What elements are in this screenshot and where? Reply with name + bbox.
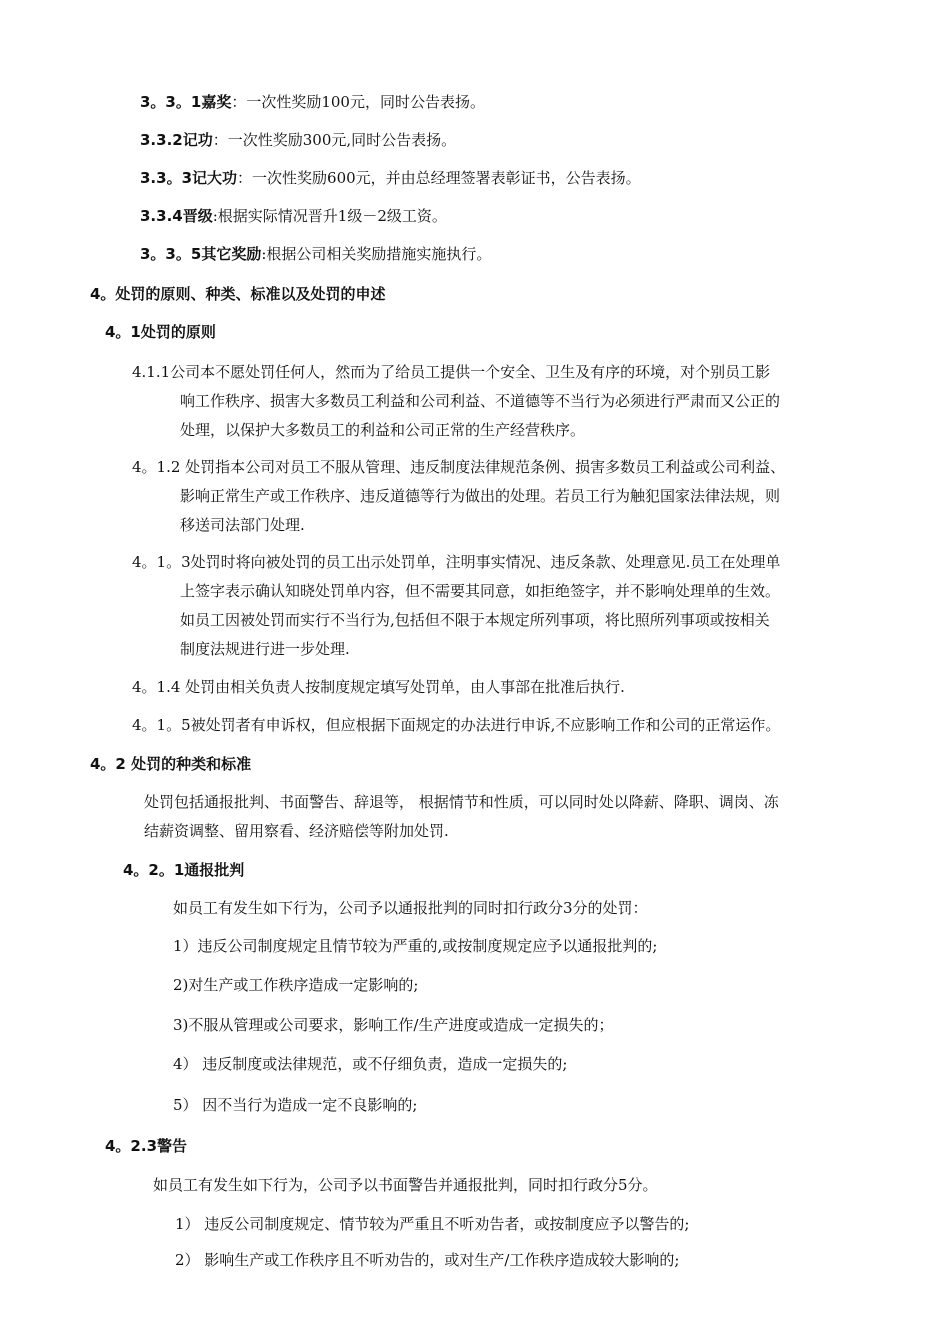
paragraph-4-2-3: 如员工有发生如下行为，公司予以书面警告并通报批判，同时扣行政分5分。 <box>153 1176 658 1194</box>
clause-number: 3.3。3 <box>140 169 193 187</box>
list-item: 1）违反公司制度规定且情节较为严重的,或按制度规定应予以通报批判的; <box>173 937 658 955</box>
paragraph-4-1-1-line: 响工作秩序、损害大多数员工利益和公司利益、不道德等不当行为必须进行严肃而又公正的 <box>180 392 781 410</box>
section-heading-4-2-3: 4。2.3警告 <box>105 1137 188 1155</box>
paragraph-4-1-4: 4。1.4 处罚由相关负责人按制度规定填写处罚单，由人事部在批准后执行. <box>132 678 625 696</box>
section-heading-4-2: 4。2 处罚的种类和标准 <box>90 755 252 773</box>
paragraph-4-1-3-line: 上签字表示确认知晓处罚单内容，但不需要其同意，如拒绝签字，并不影响处理单的生效。 <box>180 582 781 600</box>
clause-text: ：一次性奖励100元，同时公告表扬。 <box>231 93 485 111</box>
section-heading-4: 4。处罚的原则、种类、标准以及处罚的申述 <box>90 285 386 303</box>
clause-number: 3.3.2 <box>140 131 183 149</box>
clause-text: :根据公司相关奖励措施实施执行。 <box>261 245 492 263</box>
paragraph-4-1-1-line: 4.1.1公司本不愿处罚任何人，然而为了给员工提供一个安全、卫生及有序的环境，对个别员工影 <box>132 363 771 381</box>
paragraph-4-1-3-line: 4。1。3处罚时将向被处罚的员工出示处罚单，注明事实情况、违反条款、处理意见.员工在处理单 <box>132 553 781 571</box>
paragraph-4-1-2-line: 影响正常生产或工作秩序、违反道德等行为做出的处理。若员工行为触犯国家法律法规，则 <box>180 487 781 505</box>
clause-text: :根据实际情况晋升1级－2级工资。 <box>212 207 447 225</box>
paragraph-4-2-1: 如员工有发生如下行为，公司予以通报批判的同时扣行政分3分的处罚： <box>173 899 648 917</box>
section-heading-4-1: 4。1处罚的原则 <box>105 323 216 341</box>
paragraph-4-1-5: 4。1。5被处罚者有申诉权，但应根据下面规定的办法进行申诉,不应影响工作和公司的正常运作。 <box>132 716 781 734</box>
clause-text: ：一次性奖励600元，并由总经理签署表彰证书，公告表扬。 <box>237 169 641 187</box>
clause-number: 3。3。5 <box>140 245 202 263</box>
clause-title: 晋级 <box>182 207 213 225</box>
clause-title: 记大功 <box>192 169 238 187</box>
paragraph-4-2-line: 处罚包括通报批判、书面警告、辞退等， 根据情节和性质，可以同时处以降薪、降职、调岗、冻 <box>144 793 779 811</box>
clause-3-3-2 <box>140 130 456 150</box>
clause-text: ：一次性奖励300元,同时公告表扬。 <box>212 131 457 149</box>
paragraph-4-1-2-line: 4。1.2 处罚指本公司对员工不服从管理、违反制度法律规范条例、损害多数员工利益或公司利益、 <box>132 458 786 476</box>
list-item: 5） 因不当行为造成一定不良影响的; <box>173 1096 418 1114</box>
list-item: 4） 违反制度或法律规范，或不仔细负责，造成一定损失的; <box>173 1055 568 1073</box>
clause-title: 记功 <box>182 131 213 149</box>
paragraph-4-1-1-line: 处理，以保护大多数员工的利益和公司正常的生产经营秩序。 <box>180 421 586 439</box>
list-item: 1） 违反公司制度规定、情节较为严重且不听劝告者，或按制度应予以警告的; <box>175 1215 690 1233</box>
paragraph-4-2-line: 结薪资调整、留用察看、经济赔偿等附加处罚. <box>144 822 449 840</box>
clause-3-3-1 <box>140 92 485 112</box>
clause-number: 3.3.4 <box>140 207 183 225</box>
paragraph-4-1-2-line: 移送司法部门处理. <box>180 516 305 534</box>
paragraph-4-1-3-line: 制度法规进行进一步处理. <box>180 640 350 658</box>
list-item: 3)不服从管理或公司要求，影响工作/生产进度或造成一定损失的； <box>173 1016 614 1034</box>
paragraph-4-1-3-line: 如员工因被处罚而实行不当行为,包括但不限于本规定所列事项，将比照所列事项或按相关 <box>180 611 770 629</box>
list-item: 2） 影响生产或工作秩序且不听劝告的，或对生产/工作秩序造成较大影响的; <box>175 1251 680 1269</box>
clause-3-3-3 <box>140 168 641 188</box>
list-item: 2)对生产或工作秩序造成一定影响的; <box>173 976 419 994</box>
clause-title: 其它奖励 <box>201 245 262 263</box>
clause-number: 3。3。1 <box>140 93 202 111</box>
section-heading-4-2-1: 4。2。1通报批判 <box>123 861 245 879</box>
clause-3-3-4 <box>140 206 447 226</box>
clause-3-3-5 <box>140 244 491 264</box>
clause-title: 嘉奖 <box>201 93 232 111</box>
